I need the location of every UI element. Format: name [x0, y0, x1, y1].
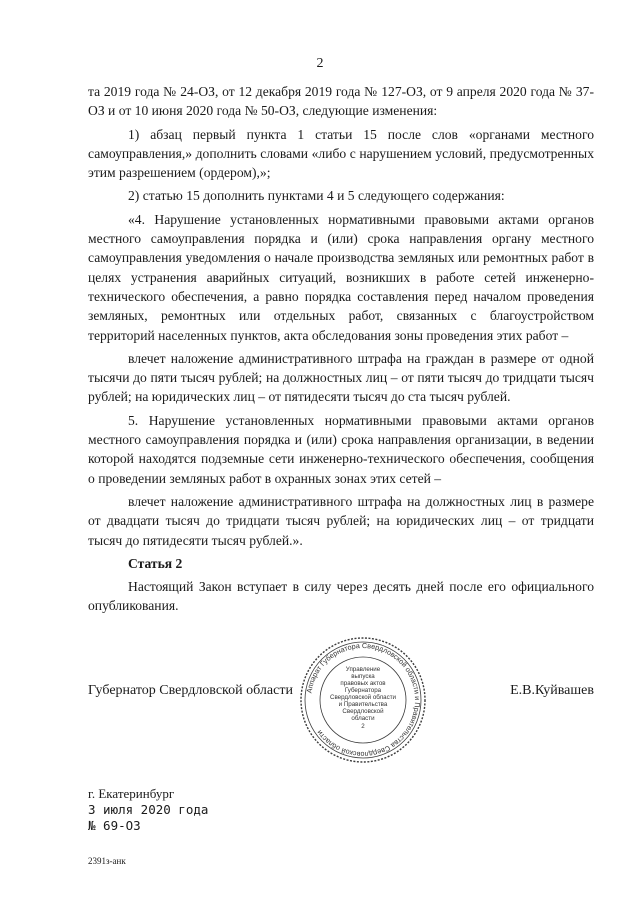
- svg-text:Свердловской: Свердловской: [342, 708, 384, 715]
- svg-text:Губернатора: Губернатора: [344, 687, 382, 694]
- svg-text:Управление: Управление: [345, 666, 381, 673]
- paragraph: «4. Нарушение установленных нормативными правовыми актами органов местного самоуправления порядка и (или) срока направления органу местного самоуправления уведомления о начале производства земляных или ремонтных работ в целях устранения аварийных ситуаций, возникших в работе сетей инженерно-технического обеспечения, а равно порядка составления перед началом проведения земляных, ремонтных или отдельных работ, связанных с благоустройством территорий населенных пунктов, акта обследования зоны проведения этих работ –: [88, 211, 594, 343]
- svg-text:и Правительства: и Правительства: [338, 701, 388, 708]
- article-text: Настоящий Закон вступает в силу через десять дней после его официального опубликования.: [88, 579, 594, 614]
- document-code: 2391з-анк: [88, 856, 126, 866]
- document-body: [88, 82, 594, 616]
- law-date: 3 июля 2020 года: [88, 802, 209, 817]
- seal-inner-text: [330, 666, 397, 730]
- svg-text:выпуска: выпуска: [351, 673, 375, 680]
- seal-outer-text: Аппарат Губернатора Свердловской области и Правительства Свердловской области: [304, 640, 423, 760]
- paragraph: влечет наложение административного штрафа на должностных лиц в размере от двадцати тысяч до тридцати тысяч рублей; на юридических лиц – от тридцати тысяч до пятидесяти тысяч рублей.».: [88, 493, 594, 548]
- governor-name: Е.В.Куйвашев: [510, 683, 594, 698]
- article-heading: Статья 2: [128, 555, 183, 571]
- paragraph: влечет наложение административного штрафа на граждан в размере от одной тысячи до пяти тысяч рублей; на должностных лиц – от пяти тысяч до тридцати тысяч рублей; на юридических лиц – от пятидесяти тысяч до ста тысяч рублей.: [88, 350, 594, 405]
- svg-text:Свердловской области: Свердловской области: [329, 694, 397, 701]
- official-seal: [298, 635, 428, 765]
- place: г. Екатеринбург: [88, 786, 175, 801]
- governor-title: Губернатор Свердловской области: [88, 683, 293, 698]
- law-number: № 69-ОЗ: [88, 818, 141, 833]
- place-date-block: [88, 786, 208, 834]
- paragraph: та 2019 года № 24-ОЗ, от 12 декабря 2019 года № 127-ОЗ, от 9 апреля 2020 года № 37-ОЗ и от 10 июня 2020 года № 50-ОЗ, следующие изменения:: [88, 84, 594, 119]
- svg-text:2: 2: [361, 723, 365, 730]
- paragraph: 2) статью 15 дополнить пунктами 4 и 5 следующего содержания:: [128, 188, 505, 204]
- svg-text:правовых актов: правовых актов: [340, 680, 386, 687]
- paragraph: 1) абзац первый пункта 1 статьи 15 после слов «органами местного самоуправления,» дополнить словами «либо с нарушением условий, предусмотренных этим разрешением (ордером),»;: [88, 126, 594, 181]
- page-number: 2: [316, 56, 324, 71]
- svg-text:области: области: [351, 715, 375, 722]
- paragraph: 5. Нарушение установленных нормативными правовыми актами органов местного самоуправления порядка и (или) срока направления организации, в ведении которой находятся подземные сети инженерно-технического обеспечения, сообщения о проведении земляных работ в охранных зонах этих сетей –: [88, 412, 594, 486]
